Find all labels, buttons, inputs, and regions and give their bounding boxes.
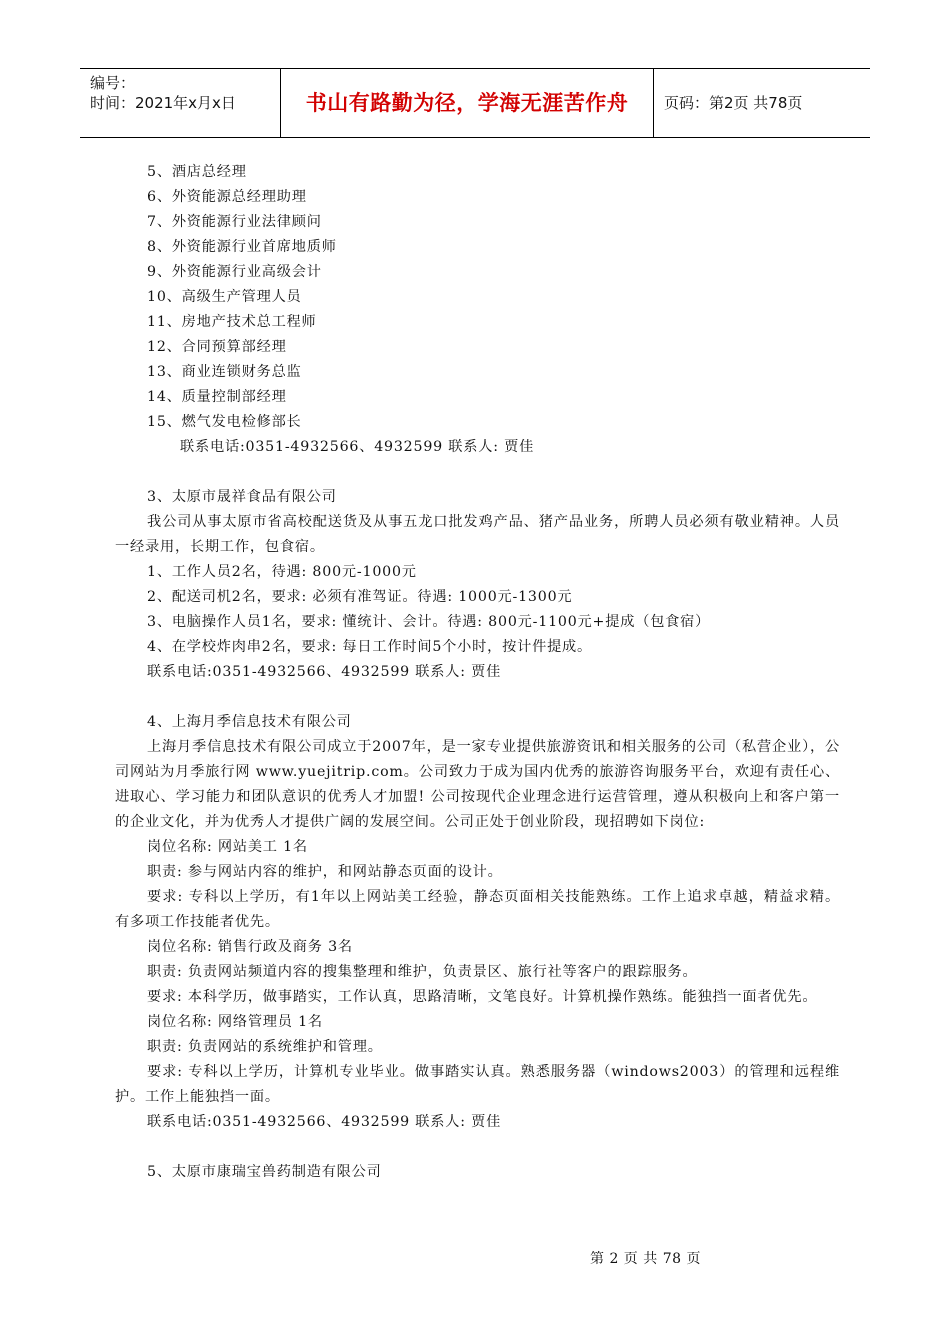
company-section-5 [115, 1160, 840, 1185]
job-list [115, 160, 840, 460]
position-duty: 职责: 参与网站内容的维护，和网站静态页面的设计。 [147, 864, 503, 880]
company-section-3 [115, 485, 840, 685]
contact-line: 联系电话:0351-4932566、4932599 联系人: 贾佳 [147, 1114, 502, 1130]
position-duty: 职责: 负责网站频道内容的搜集整理和维护，负责景区、旅行社等客户的跟踪服务。 [147, 964, 698, 980]
job-item: 1、工作人员2名，待遇: 800元-1000元 [147, 564, 417, 580]
job-item: 3、电脑操作人员1名，要求: 懂统计、会计。待遇: 800元-1100元+提成（包食宿） [147, 614, 711, 630]
list-item: 13、商业连锁财务总监 [147, 364, 302, 380]
company-intro: 上海月季信息技术有限公司成立于2007年，是一家专业提供旅游资讯和相关服务的公司（私营企业），公司网站为月季旅行网 www.yuejitrip.com。公司致力于成为国内优秀的旅游咨询服务平台，欢迎有责任心、进取心、学习能力和团队意识的优秀人才加盟! 公司按现代企业理念进行运营管理，遵从积极向上和客户第一的企业文化，并为优秀人才提供广阔的发展空间。公司正处于创业阶段，现招聘如下岗位: [115, 739, 840, 830]
list-item: 5、酒店总经理 [147, 164, 247, 180]
page-footer: 第 2 页 共 78 页 [590, 1251, 701, 1267]
contact-line: 联系电话:0351-4932566、4932599 联系人: 贾佳 [147, 664, 502, 680]
position-name: 岗位名称: 网络管理员 1名 [147, 1014, 323, 1030]
company-section-4 [115, 710, 840, 1135]
list-item: 9、外资能源行业高级会计 [147, 264, 322, 280]
position-name: 岗位名称: 网站美工 1名 [147, 839, 308, 855]
list-item: 14、质量控制部经理 [147, 389, 287, 405]
header-motto: 书山有路勤为径，学海无涯苦作舟 [281, 69, 654, 137]
list-item: 11、房地产技术总工程师 [147, 314, 317, 330]
list-item: 15、燃气发电检修部长 [147, 414, 302, 430]
list-item: 6、外资能源总经理助理 [147, 189, 307, 205]
document-number-label: 编号： [90, 74, 136, 92]
header-meta [80, 69, 281, 137]
position-name: 岗位名称: 销售行政及商务 3名 [147, 939, 353, 955]
list-item: 12、合同预算部经理 [147, 339, 287, 355]
company-title: 3、太原市晟祥食品有限公司 [147, 489, 337, 505]
list-item: 7、外资能源行业法律顾问 [147, 214, 322, 230]
position-requirement: 要求: 专科以上学历，计算机专业毕业。做事踏实认真。熟悉服务器（windows2003）的管理和远程维护。工作上能独挡一面。 [115, 1064, 840, 1105]
list-item: 8、外资能源行业首席地质师 [147, 239, 337, 255]
contact-line: 联系电话:0351-4932566、4932599 联系人: 贾佳 [180, 439, 535, 455]
company-title: 4、上海月季信息技术有限公司 [147, 714, 352, 730]
company-intro: 我公司从事太原市省高校配送货及从事五龙口批发鸡产品、猪产品业务，所聘人员必须有敬业精神。人员一经录用，长期工作，包食宿。 [115, 514, 840, 555]
page-header [80, 68, 870, 138]
company-title: 5、太原市康瑞宝兽药制造有限公司 [147, 1164, 382, 1180]
position-requirement: 要求: 本科学历，做事踏实，工作认真，思路清晰，文笔良好。计算机操作熟练。能独挡一面者优先。 [147, 989, 818, 1005]
list-item: 10、高级生产管理人员 [147, 289, 302, 305]
job-item: 2、配送司机2名，要求: 必须有准驾证。待遇: 1000元-1300元 [147, 589, 573, 605]
position-requirement: 要求: 专科以上学历，有1年以上网站美工经验，静态页面相关技能熟练。工作上追求卓越，精益求精。有多项工作技能者优先。 [115, 889, 840, 930]
document-time: 时间：2021年x月x日 [90, 94, 236, 112]
job-item: 4、在学校炸肉串2名，要求: 每日工作时间5个小时，按计件提成。 [147, 639, 593, 655]
position-duty: 职责: 负责网站的系统维护和管理。 [147, 1039, 383, 1055]
document-body [115, 160, 840, 1185]
header-page-info: 页码：第2页 共78页 [664, 94, 803, 112]
